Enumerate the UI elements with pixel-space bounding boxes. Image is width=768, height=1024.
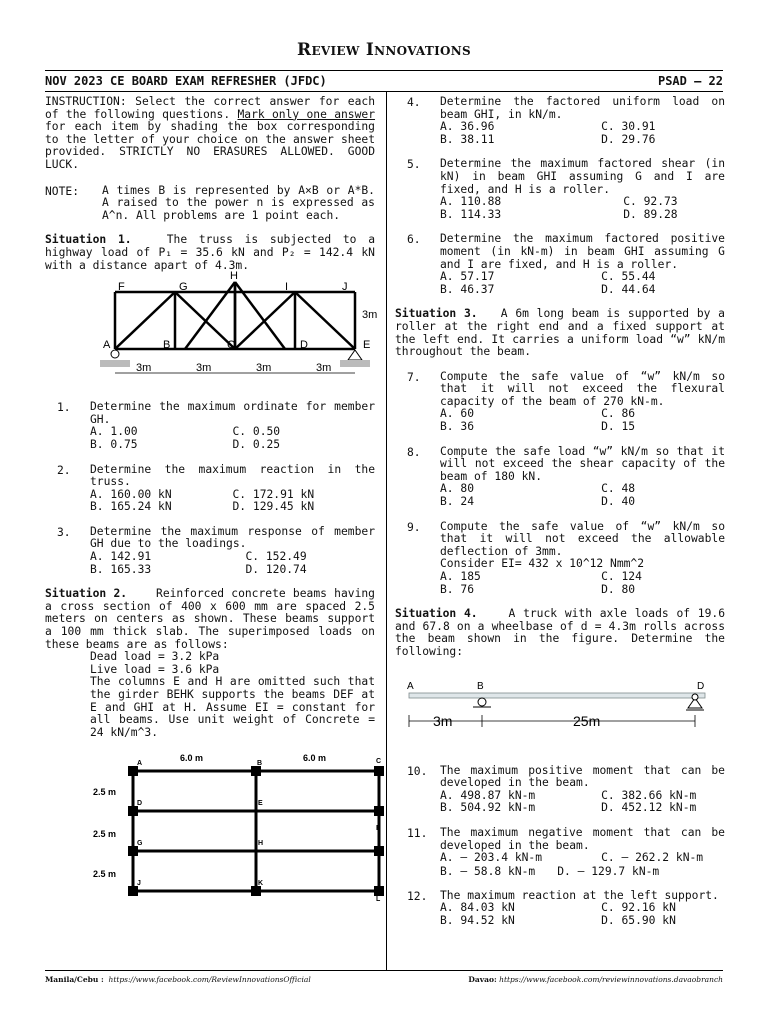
node-label-B-beam: B [477,680,484,692]
question-11: 11. The maximum negative moment that can be developed in the beam. A. – 203.4 kN-m C. – 262.2 kN-m B. – 58.8 kN-m D. – 129.7 kN-m [407,825,725,878]
node-label-I: I [285,281,289,294]
overhang-beam-figure [395,677,725,757]
node-F: F [376,825,381,833]
left-column [45,95,382,909]
exam-title: NOV 2023 CE BOARD EXAM REFRESHER (JFDC) [45,74,327,88]
column-divider [386,92,387,970]
spacing-label-2: 2.5 m [93,829,117,840]
brand-title: Review Innovations [297,40,471,60]
footer-right-label: Davao: [468,975,497,984]
node-label-D-beam: D [697,680,705,692]
node-label-F: F [118,281,125,294]
truss-figure [45,270,378,389]
note: NOTE: A times B is represented by A×B or A*B. A raised to the power n is expressed as A^n. All problems are 1 point each. [45,183,375,222]
question-9: 9. Compute the safe value of “w” kN/m so that it will not exceed the allowable deflection of 3mm. Consider EI= 432 x 10^12 Nmm^2 A. 185 C. 124 B. 76 D. 80 [407,519,725,596]
question-5: 5. Determine the maximum factored shear (in kN) in beam GHI assuming G and I are fixed, and H is a roller. A. 110.88 C. 92.73 B. 114.33 D. 89.28 [407,157,725,221]
node-J: J [137,880,141,888]
node-I: I [376,850,378,858]
node-label-E: E [363,339,371,352]
situation-4: Situation 4. A truck with axle loads of 19.6 and 67.8 on a wheelbase of d = 4.3m rolls across the beam shown in the figure. Determine the following: [395,607,725,658]
question-4: 4. Determine the factored uniform load on beam GHI, in kN/m. A. 36.96 C. 30.91 B. 38.11 D. 29.76 [407,95,725,146]
node-label-A: A [103,339,111,352]
span-3m: 3m [433,712,453,729]
span-label-4: 3m [316,362,332,375]
node-label-J: J [342,281,348,294]
node-G: G [137,840,143,848]
situation-2: Situation 2. Reinforced concrete beams having a cross section of 400 x 600 mm are spaced 2.5 meters on centers as shown. These beams support a 100 mm thick slab. The superimposed loads on these beams are as follows: Dead load = 3.2 kPa Live load = 3.6 kPa The columns E and H are omitted such that the girder BEHK supports the beams DEF at E and GHI at H. Assume EI = constant for all beams. Use unit weight of Concrete = 24 kN/m^3. [45,587,375,739]
node-label-A-beam: A [407,680,414,692]
span-25m: 25m [573,712,601,729]
node-D: D [137,800,143,808]
question-12: 12. The maximum reaction at the left support. A. 84.03 kN C. 92.16 kN B. 94.52 kN D. 65.90 kN [407,888,719,927]
span-label-3: 3m [256,362,272,375]
situation-3: Situation 3. A 6m long beam is supported by a roller at the right end and a fixed support at the left end. It carries a uniform load “w” kN/m throughout the beam. [395,307,725,359]
span-label-left: 6.0 m [180,753,204,764]
situation-1: Situation 1. The truss is subjected to a highway load of P₁ = 35.6 kN and P₂ = 142.4 kN with a distance apart of 4.3m. [45,233,375,272]
question-6: 6. Determine the maximum factored positive moment (in kN-m) in beam GHI assuming G and I are fixed, and H is a roller. A. 57.17 C. 55.44 B. 46.37 D. 44.64 [407,232,725,296]
beam-plan-figure [45,749,385,909]
right-column [395,96,725,928]
footer-left-label: Manila/Cebu : [45,975,104,984]
span-label-1: 3m [136,362,152,375]
page-footer [45,970,723,984]
node-K: K [258,880,264,888]
node-label-H: H [230,270,238,283]
node-label-C: C [227,339,235,352]
span-label-2: 3m [196,362,212,375]
page-code: PSAD – 22 [657,74,723,88]
node-label-G: G [179,281,188,294]
question-7: 7. Compute the safe value of “w” kN/m so that it will not exceed the flexural capacity of the beam of 270 kN-m. A. 60 C. 86 B. 36 D. 15 [407,369,725,434]
node-E: E [258,800,263,808]
node-label-B: B [163,339,171,352]
span-label-right: 6.0 m [303,753,327,764]
instruction: INSTRUCTION: Select the correct answer for each of the following questions. Mark only one answer for each item by shading the box corresponding to the letter of your choice on the answer sheet provided. STRICTLY NO ERASURES ALLOWED. GOOD LUCK. [45,95,376,171]
node-A: A [137,760,143,768]
question-1: 1. Determine the maximum ordinate for member GH. A. 1.00 C. 0.50 B. 0.75 D. 0.25 [57,400,375,451]
node-label-D: D [300,339,308,352]
question-3: 3. Determine the maximum response of member GH due to the loadings. A. 142.91 C. 152.49 B. 165.33 D. 120.74 [57,524,375,576]
node-C: C [376,758,382,766]
question-10: 10. The maximum positive moment that can be developed in the beam. A. 498.87 kN-m C. 382.66 kN-m B. 504.92 kN-m D. 452.12 kN-m [407,763,725,815]
footer-right-link[interactable]: https://www.facebook.com/reviewinnovations.davaobranch [499,975,723,984]
node-H: H [258,840,264,848]
node-L: L [376,896,381,904]
spacing-label-1: 2.5 m [93,787,117,798]
node-B: B [257,760,263,768]
question-8: 8. Compute the safe load “w” kN/m so that it will not exceed the shear capacity of the beam of 180 kN. A. 80 C. 48 B. 24 D. 40 [407,444,725,509]
exam-header [45,70,723,92]
spacing-label-3: 2.5 m [93,869,117,880]
height-label: 3m [362,309,378,322]
question-2: 2. Determine the maximum reaction in the truss. A. 160.00 kN C. 172.91 kN B. 165.24 kN D. 129.45 kN [57,462,375,514]
footer-left-link[interactable]: https://www.facebook.com/ReviewInnovationsOfficial [108,975,311,984]
